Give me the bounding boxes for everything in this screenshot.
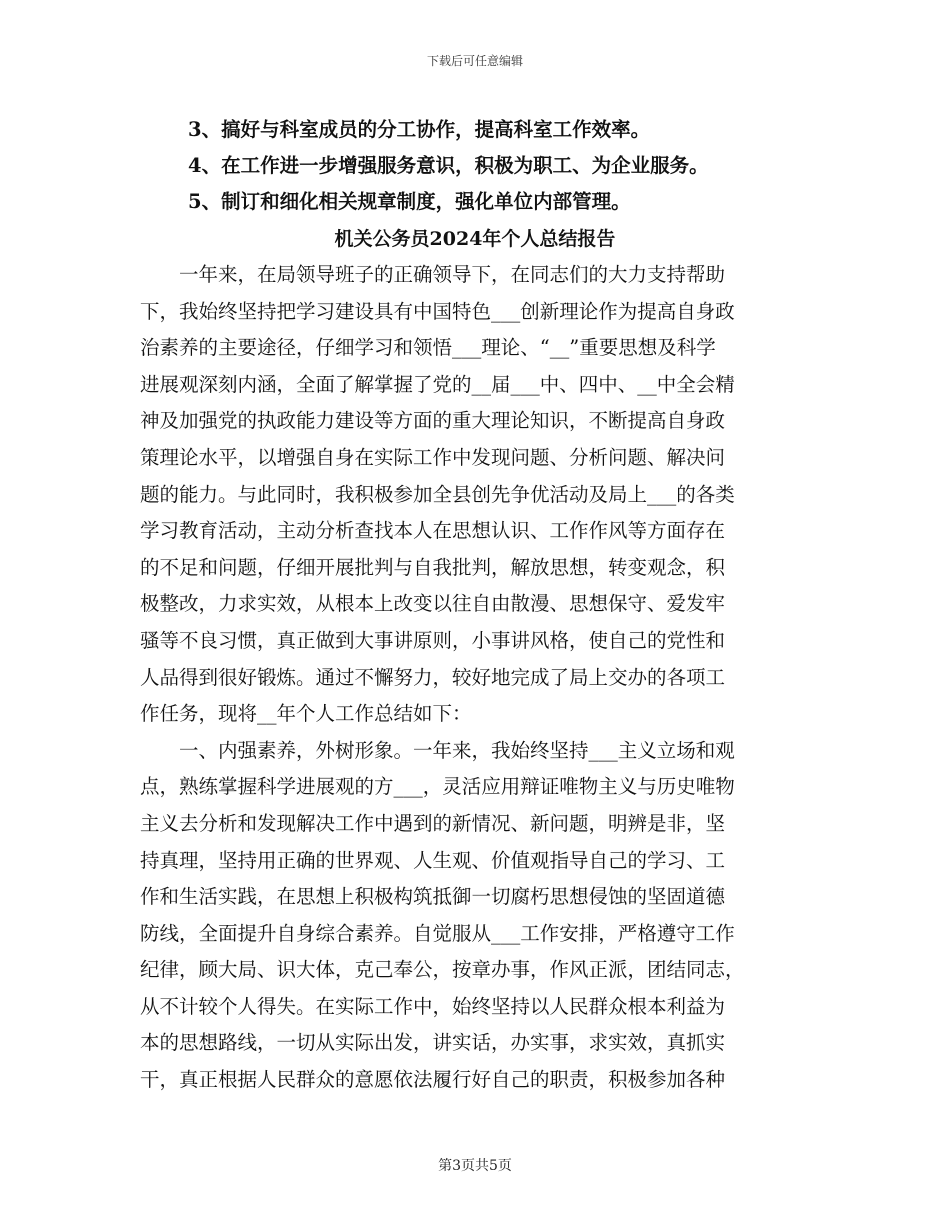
numbered-list	[188, 112, 709, 220]
text-line: 纪律，顾大局、识大体，克己奉公，按章办事，作风正派，团结同志，	[140, 958, 745, 982]
text-line: 策理论水平，以增强自身在实际工作中发现问题、分析问题、解决问	[140, 445, 726, 469]
text-line: 的不足和问题，仔细开展批判与自我批判，解放思想，转变观念，积	[140, 555, 726, 579]
text-line: 作和生活实践，在思想上积极构筑抵御一切腐朽思想侵蚀的坚固道德	[140, 885, 726, 909]
page-footer: 第3页共5页	[438, 1158, 512, 1174]
text-line: 学习教育活动，主动分析查找本人在思想认识、工作作风等方面存在	[140, 519, 726, 543]
body-paragraphs	[140, 257, 810, 1099]
text-line: 干，真正根据人民群众的意愿依法履行好自己的职责，积极参加各种	[140, 1068, 726, 1092]
text-line: 一、内强素养，外树形象。一年来，我始终坚持___主义立场和观	[140, 738, 735, 762]
text-line: 极整改，力求实效，从根本上改变以往自由散漫、思想保守、爱发牢	[140, 592, 726, 616]
text-line: 主义去分析和发现解决工作中遇到的新情况、新问题，明辨是非，坚	[140, 811, 726, 835]
page-header: 下载后可任意编辑	[426, 54, 523, 68]
text-line: 神及加强党的执政能力建设等方面的重大理论知识，不断提高自身政	[140, 409, 726, 433]
text-line: 题的能力。与此同时，我积极参加全县创先争优活动及局上___的各类	[140, 482, 735, 506]
text-line: 防线，全面提升自身综合素养。自觉服从___工作安排，严格遵守工作	[140, 921, 735, 945]
text-line: 骚等不良习惯，真正做到大事讲原则，小事讲风格，使自己的党性和	[140, 628, 726, 652]
text-line: 持真理，坚持用正确的世界观、人生观、价值观指导自己的学习、工	[140, 848, 726, 872]
document-title: 机关公务员2024年个人总结报告	[334, 228, 616, 250]
list-item: 3、搞好与科室成员的分工协作，提高科室工作效率。	[188, 118, 651, 141]
list-item: 5、制订和细化相关规章制度，强化单位内部管理。	[188, 190, 631, 213]
text-line: 治素养的主要途径，仔细学习和领悟___理论、“__”重要思想及科学	[140, 336, 716, 360]
text-line: 下，我始终坚持把学习建设具有中国特色___创新理论作为提高自身政	[140, 299, 735, 323]
list-item: 4、在工作进一步增强服务意识，积极为职工、为企业服务。	[188, 154, 709, 177]
text-line: 人品得到很好锻炼。通过不懈努力，较好地完成了局上交办的各项工	[140, 665, 726, 689]
text-line: 作任务，现将__年个人工作总结如下：	[140, 702, 472, 726]
text-line: 从不计较个人得失。在实际工作中，始终坚持以人民群众根本利益为	[140, 994, 726, 1018]
text-line: 进展观深刻内涵，全面了解掌握了党的__届___中、四中、__中全会精	[140, 372, 735, 396]
text-line: 点，熟练掌握科学进展观的方___，灵活应用辩证唯物主义与历史唯物	[140, 775, 735, 799]
text-line: 本的思想路线，一切从实际出发，讲实话，办实事，求实效，真抓实	[140, 1031, 726, 1055]
text-line: 一年来，在局领导班子的正确领导下，在同志们的大力支持帮助	[140, 263, 726, 286]
